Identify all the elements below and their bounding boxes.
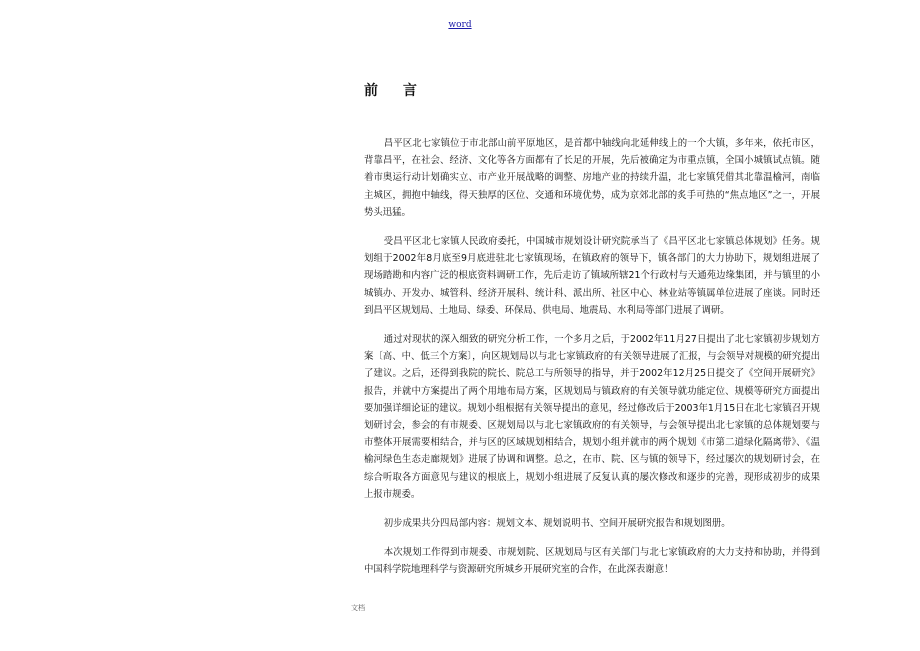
paragraph: 初步成果共分四局部内容：规划文本、规划说明书、空间开展研究报告和规划图册。 — [383, 518, 731, 530]
document-body — [364, 135, 820, 591]
page-footer: 文档 — [351, 604, 365, 612]
page-header: word — [448, 20, 472, 30]
paragraph: 昌平区北七家镇位于市北部山前平原地区，是首都中轴线向北延伸线上的一个大镇，多年来，依托市区，背靠昌平，在社会、经济、文化等各方面都有了长足的开展，先后被确定为市重点镇，全国小城镇试点镇。随着市奥运行动计划确实立、市产业开展战略的调整、房地产业的持续升温，北七家镇凭借其北靠温榆河，南临主城区，拥抱中轴线，得天独厚的区位、交通和环境优势，成为京郊北部的炙手可热的“焦点地区”之一，开展势头迅猛。 — [364, 138, 820, 218]
page-title: 前 言 — [364, 83, 427, 99]
paragraph: 本次规划工作得到市规委、市规划院、区规划局与区有关部门与北七家镇政府的大力支持和协助，并得到中国科学院地理科学与资源研究所城乡开展研究室的合作，在此深表谢意！ — [364, 547, 820, 576]
paragraph: 受昌平区北七家镇人民政府委托，中国城市规划设计研究院承当了《昌平区北七家镇总体规划》任务。规划组于2002年8月底至9月底进驻北七家镇现场，在镇政府的领导下，镇各部门的大力协助下，规划组进展了现场踏勘和内容广泛的根底资料调研工作，先后走访了镇域所辖21个行政村与天通苑边缘集团，并与镇里的小城镇办、开发办、城管科、经济开展科、统计科、派出所、社区中心、林业站等镇属单位进展了座谈。同时还到昌平区规划局、土地局、绿委、环保局、供电局、地震局、水利局等部门进展了调研。 — [364, 236, 820, 316]
paragraph: 通过对现状的深入细致的研究分析工作，一个多月之后，于2002年11月27日提出了北七家镇初步规划方案〔高、中、低三个方案〕，向区规划局以与北七家镇政府的有关领导进展了汇报，与会领导对规模的研究提出了建议。之后，还得到我院的院长、院总工与所领导的指导，并于2002年12月25日提交了《空间开展研究》报告，并就中方案提出了两个用地布局方案，区规划局与镇政府的有关领导就功能定位、规模等研究方面提出要加强详细论证的建议。规划小组根据有关领导提出的意见，经过修改后于2003年1月15日在北七家镇召开规划研讨会，参会的有市规委、区规划局以与北七家镇政府的有关领导，与会领导提出北七家镇的总体规划要与市整体开展需要相结合，并与区的区域规划相结合，规划小组并就市的两个规划《市第二道绿化隔离带》、《温榆河绿色生态走廊规划》进展了协调和调整。总之，在市、院、区与镇的领导下，经过屡次的规划研讨会，在综合听取各方面意见与建议的根底上，规划小组进展了反复认真的屡次修改和逐步的完善，现形成初步的成果上报市规委。 — [364, 334, 820, 500]
